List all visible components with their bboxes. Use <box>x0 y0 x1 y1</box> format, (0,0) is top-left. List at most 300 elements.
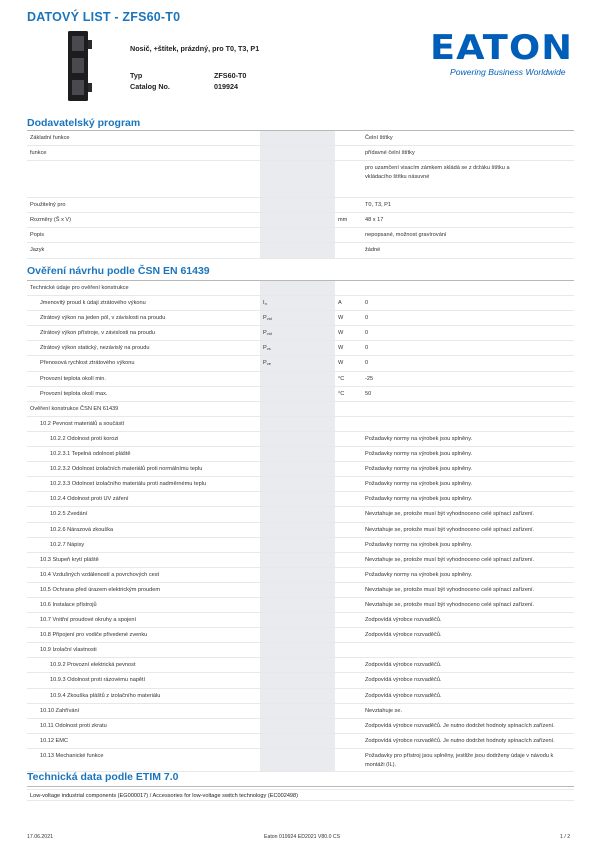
row-symbol-letter: I <box>263 300 265 307</box>
row-symbol <box>260 356 300 371</box>
row-spacer <box>300 416 335 431</box>
row-spacer <box>300 673 335 688</box>
row-label-text: 10.12 EMC <box>40 737 68 744</box>
table-row <box>27 243 574 258</box>
row-value-text: Nevztahuje se. <box>365 707 403 714</box>
row-unit <box>335 673 361 688</box>
row-spacer <box>300 296 335 311</box>
row-unit <box>335 161 361 198</box>
row-unit <box>335 597 361 612</box>
row-value-text: přídavné čelní štítky <box>365 150 415 157</box>
row-label-text: 10.9.4 Zkouška pláštů z izolačního materiálu <box>50 692 161 699</box>
row-value <box>361 356 574 371</box>
table-row <box>27 507 574 522</box>
table-row <box>27 281 574 296</box>
row-value-text: Nevztahuje se, protože musí být vyhodnoceno celé spínací zařízení. <box>365 511 535 518</box>
table-row <box>27 431 574 446</box>
row-unit-text <box>338 447 361 450</box>
row-unit <box>335 243 361 258</box>
row-unit <box>335 356 361 371</box>
row-value <box>361 296 574 311</box>
row-value <box>361 597 574 612</box>
row-unit <box>335 341 361 356</box>
row-symbol <box>260 341 300 356</box>
table-row <box>27 628 574 643</box>
row-value-text: Zodpovídá výrobce rozvaděčů. <box>365 617 442 624</box>
row-unit <box>335 326 361 341</box>
row-label <box>27 658 260 673</box>
row-spacer <box>300 733 335 748</box>
row-unit-text <box>338 417 361 420</box>
row-unit <box>335 281 361 296</box>
row-symbol-subscript: ve <box>266 361 271 367</box>
row-value-text: 50 <box>365 390 372 397</box>
row-spacer <box>300 628 335 643</box>
row-spacer <box>260 243 335 258</box>
row-label-text: 10.5 Ochrana před úrazem elektrickým proudem <box>40 586 161 593</box>
footer-document-id: Eaton 019924 ED2021 V80.0 CS <box>264 834 341 840</box>
row-label-text: 10.2.4 Odolnost proti UV záření <box>50 496 129 503</box>
row-label-text: Rozměry (Š x V) <box>30 217 72 224</box>
table-row <box>27 371 574 386</box>
row-unit <box>335 733 361 748</box>
row-label-text: 10.3 Stupeň krytí pláště <box>40 556 99 563</box>
table-row <box>27 311 574 326</box>
row-symbol <box>260 416 300 431</box>
row-spacer <box>300 658 335 673</box>
row-label <box>27 688 260 703</box>
row-unit-text <box>338 477 361 480</box>
row-label-text: funkce <box>30 150 47 157</box>
row-spacer <box>300 386 335 401</box>
row-symbol <box>260 582 300 597</box>
row-symbol-subscript: vid <box>266 316 272 322</box>
row-value-text: T0, T3, P1 <box>365 202 392 209</box>
row-value <box>361 567 574 582</box>
row-symbol-subscript: n <box>264 301 267 307</box>
row-value-text: Zodpovídá výrobce rozvaděčů. Je nutno dodržet hodnoty spínacích zařízení. <box>365 737 555 744</box>
row-unit-text <box>338 538 361 541</box>
row-label <box>27 386 260 401</box>
table-row <box>27 198 574 213</box>
row-label <box>27 198 260 213</box>
row-spacer <box>300 431 335 446</box>
row-value <box>361 643 574 658</box>
row-label <box>27 628 260 643</box>
row-label-text: 10.2.2 Odolnost proti korozi <box>50 435 119 442</box>
row-unit <box>335 416 361 431</box>
row-value-text <box>365 281 574 284</box>
row-label <box>27 356 260 371</box>
row-label-text: 10.6 Instalace přístrojů <box>40 601 97 608</box>
row-label <box>27 613 260 628</box>
row-unit-text <box>338 673 361 676</box>
row-symbol <box>260 371 300 386</box>
row-spacer <box>300 462 335 477</box>
table-row <box>27 673 574 688</box>
row-spacer <box>300 341 335 356</box>
row-unit-text <box>338 583 361 586</box>
row-label <box>27 462 260 477</box>
footer-page-number: 1 / 2 <box>560 834 571 840</box>
row-value-text: Nevztahuje se, protože musí být vyhodnoceno celé spínací zařízení. <box>365 601 535 608</box>
row-value-text: 0 <box>365 300 369 307</box>
table-row <box>27 567 574 582</box>
row-label-text: Jmenovitý proud k údaji ztrátového výkonu <box>40 300 146 307</box>
row-spacer <box>300 552 335 567</box>
row-value <box>361 522 574 537</box>
catalog-label: Catalog No. <box>130 82 170 91</box>
row-symbol <box>260 718 300 733</box>
row-symbol <box>260 703 300 718</box>
table-row <box>27 386 574 401</box>
row-value <box>361 582 574 597</box>
row-unit-text <box>338 281 361 284</box>
row-label <box>27 492 260 507</box>
row-spacer <box>300 281 335 296</box>
row-label <box>27 537 260 552</box>
table-row <box>27 613 574 628</box>
row-label <box>27 341 260 356</box>
row-value <box>361 748 574 771</box>
row-spacer <box>260 213 335 228</box>
row-label <box>27 213 260 228</box>
row-value-text: Požadavky normy na výrobek jsou splněny. <box>365 496 473 503</box>
table-row <box>27 326 574 341</box>
page-title: DATOVÝ LIST - ZFS60-T0 <box>27 10 181 24</box>
row-symbol <box>260 522 300 537</box>
row-spacer <box>300 613 335 628</box>
row-symbol-subscript: vid <box>266 331 272 337</box>
row-unit <box>335 386 361 401</box>
row-label-text: 10.4 Vzdušných vzdáleností a povrchových cest <box>40 571 160 578</box>
row-unit-text <box>338 131 361 134</box>
row-spacer <box>300 447 335 462</box>
row-value <box>361 243 574 258</box>
row-symbol-letter: P <box>263 330 267 337</box>
row-unit <box>335 146 361 161</box>
row-value <box>361 401 574 416</box>
row-label-text: Základní funkce <box>30 135 70 141</box>
row-value-text: Nevztahuje se, protože musí být vyhodnoceno celé spínací zařízení. <box>365 586 535 593</box>
row-value <box>361 492 574 507</box>
eaton-logo <box>430 28 574 68</box>
row-label <box>27 311 260 326</box>
row-spacer <box>260 228 335 243</box>
row-symbol <box>260 311 300 326</box>
table-row <box>27 213 574 228</box>
row-symbol <box>260 748 300 771</box>
row-spacer <box>300 582 335 597</box>
row-value-text: Nevztahuje se, protože musí být vyhodnoceno celé spínací zařízení. <box>365 526 535 533</box>
section-title-verification: Ověření návrhu podle ČSN EN 61439 <box>27 265 210 277</box>
row-label-text: Přenosová rychlost ztrátového výkonu <box>40 360 135 367</box>
row-label-text <box>30 161 260 164</box>
row-label <box>27 371 260 386</box>
row-value-text: Požadavky normy na výrobek jsou splněny. <box>365 571 473 578</box>
table-row <box>27 688 574 703</box>
row-unit <box>335 431 361 446</box>
row-symbol <box>260 296 300 311</box>
row-value-text: Zodpovídá výrobce rozvaděčů. Je nutno dodržet hodnoty spínacích zařízení. <box>365 722 555 729</box>
row-label <box>27 326 260 341</box>
row-value-text <box>365 643 574 646</box>
row-label <box>27 748 260 771</box>
row-label-text: Ztrátový výkon na jeden pól, v závislosti na proudu <box>40 315 166 322</box>
table-row <box>27 658 574 673</box>
row-symbol <box>260 688 300 703</box>
row-unit-text <box>338 228 361 231</box>
row-label <box>27 416 260 431</box>
row-value-text: Požadavky normy na výrobek jsou splněny. <box>365 481 473 488</box>
row-unit-text: W <box>338 330 344 337</box>
table-row <box>27 401 574 416</box>
row-symbol <box>260 733 300 748</box>
row-unit-text <box>338 658 361 661</box>
row-label-text: Provozní teplota okolí max. <box>40 390 108 397</box>
row-symbol <box>260 462 300 477</box>
row-symbol <box>260 628 300 643</box>
row-unit-text <box>338 161 361 164</box>
row-unit <box>335 537 361 552</box>
row-spacer <box>300 597 335 612</box>
row-unit-text <box>338 704 361 707</box>
row-unit-text <box>338 492 361 495</box>
row-label-text: 10.10 Zahřívání <box>40 707 80 714</box>
row-unit-text <box>338 568 361 571</box>
row-label-text: 10.7 Vnitřní proudové okruhy a spojení <box>40 617 137 624</box>
table-row <box>27 718 574 733</box>
row-spacer <box>260 131 335 146</box>
row-label <box>27 582 260 597</box>
row-symbol <box>260 658 300 673</box>
typ-value: ZFS60-T0 <box>214 71 247 80</box>
row-unit-text <box>338 643 361 646</box>
row-label <box>27 552 260 567</box>
row-value <box>361 673 574 688</box>
row-label <box>27 567 260 582</box>
row-unit-text: A <box>338 300 342 307</box>
row-value-text: Zodpovídá výrobce rozvaděčů. <box>365 662 442 669</box>
row-label <box>27 522 260 537</box>
row-label-text: 10.2.5 Zvedání <box>50 511 88 518</box>
table-row <box>27 462 574 477</box>
row-value-text: žádné <box>365 247 381 254</box>
row-value-text: 0 <box>365 315 369 322</box>
row-label <box>27 243 260 258</box>
row-unit <box>335 492 361 507</box>
row-label-text: Provozní teplota okolí min. <box>40 375 106 382</box>
row-value <box>361 198 574 213</box>
row-unit <box>335 213 361 228</box>
row-unit-text <box>338 146 361 149</box>
row-unit <box>335 131 361 146</box>
row-unit <box>335 447 361 462</box>
row-value-text: Požadavky normy na výrobek jsou splněny. <box>365 466 473 473</box>
verification-table <box>27 281 574 772</box>
row-spacer <box>300 507 335 522</box>
row-value <box>361 537 574 552</box>
row-spacer <box>300 748 335 771</box>
table-row <box>27 416 574 431</box>
row-value <box>361 613 574 628</box>
row-spacer <box>300 718 335 733</box>
row-spacer <box>300 311 335 326</box>
row-symbol <box>260 613 300 628</box>
row-value-text: Zodpovídá výrobce rozvaděčů. <box>365 692 442 699</box>
table-row <box>27 552 574 567</box>
row-label-text: 10.2.3.2 Odolnost izolačních materiálů proti normálnímu teplu <box>50 466 203 473</box>
row-unit <box>335 628 361 643</box>
row-unit <box>335 296 361 311</box>
row-label-text: 10.2.3.3 Odolnost izolačního materiálu proti nadměrnému teplu <box>50 481 207 488</box>
row-value <box>361 281 574 296</box>
section-title-etim: Technická data podle ETIM 7.0 <box>27 771 179 783</box>
row-label-text: 10.9 Izolační vlastnosti <box>40 647 97 654</box>
row-unit <box>335 552 361 567</box>
row-unit-text <box>338 462 361 465</box>
row-symbol <box>260 281 300 296</box>
row-unit-text <box>338 719 361 722</box>
row-value <box>361 462 574 477</box>
row-value-text: 0 <box>365 345 369 352</box>
row-value <box>361 552 574 567</box>
row-unit-text: W <box>338 345 344 352</box>
row-label <box>27 507 260 522</box>
row-symbol <box>260 447 300 462</box>
row-spacer <box>300 703 335 718</box>
row-value <box>361 131 574 146</box>
row-value-text <box>365 417 574 420</box>
row-value <box>361 688 574 703</box>
row-label-text: 10.11 Odolnost proti zkratu <box>40 722 107 729</box>
row-symbol <box>260 597 300 612</box>
row-unit <box>335 198 361 213</box>
row-unit <box>335 311 361 326</box>
row-spacer <box>260 161 335 198</box>
row-label <box>27 703 260 718</box>
table-row <box>27 582 574 597</box>
row-label <box>27 228 260 243</box>
row-value-text: Požadavky normy na výrobek jsou splněny. <box>365 435 473 442</box>
program-table <box>27 131 574 259</box>
table-row <box>27 161 574 198</box>
row-unit <box>335 643 361 658</box>
row-unit <box>335 507 361 522</box>
table-row <box>27 477 574 492</box>
row-unit-text <box>338 749 361 752</box>
row-symbol <box>260 537 300 552</box>
row-spacer <box>300 477 335 492</box>
typ-label: Typ <box>130 71 143 80</box>
row-value-text <box>365 402 574 405</box>
row-unit-text: °C <box>338 375 345 382</box>
row-spacer <box>300 567 335 582</box>
row-unit <box>335 613 361 628</box>
row-label <box>27 431 260 446</box>
row-symbol <box>260 673 300 688</box>
row-value <box>361 311 574 326</box>
table-row <box>27 537 574 552</box>
row-label <box>27 146 260 161</box>
row-value-text: Čelní štítky <box>365 135 393 141</box>
row-value-text: Nevztahuje se, protože musí být vyhodnoceno celé spínací zařízení. <box>365 556 535 563</box>
row-value <box>361 431 574 446</box>
catalog-value: 019924 <box>214 82 238 91</box>
row-unit-text <box>338 507 361 510</box>
product-image <box>66 31 94 101</box>
row-unit <box>335 522 361 537</box>
row-unit <box>335 582 361 597</box>
row-value <box>361 228 574 243</box>
row-unit-text: °C <box>338 390 345 397</box>
row-unit <box>335 748 361 771</box>
row-value-text: -25 <box>365 375 374 382</box>
table-row <box>27 703 574 718</box>
table-row <box>27 733 574 748</box>
row-label-text: 10.2.6 Nárazová zkouška <box>50 526 114 533</box>
row-unit <box>335 567 361 582</box>
row-value-text: 48 x 17 <box>365 217 384 224</box>
row-value <box>361 703 574 718</box>
row-label <box>27 281 260 296</box>
row-symbol <box>260 386 300 401</box>
row-label <box>27 718 260 733</box>
row-unit <box>335 658 361 673</box>
table-row <box>27 748 574 771</box>
row-unit-text <box>338 689 361 692</box>
row-spacer <box>300 537 335 552</box>
row-label-text: 10.2 Pevnost materiálů a součástí <box>40 420 125 427</box>
row-unit-text <box>338 523 361 526</box>
row-symbol <box>260 492 300 507</box>
row-value-text: 0 <box>365 360 369 367</box>
row-symbol <box>260 552 300 567</box>
row-symbol <box>260 643 300 658</box>
row-label-text: Ověření konstrukce ČSN EN 61439 <box>30 405 119 412</box>
row-value <box>361 371 574 386</box>
row-label-text: 10.2.3.1 Tepelná odolnost pláště <box>50 451 131 458</box>
table-row <box>27 356 574 371</box>
row-unit <box>335 228 361 243</box>
row-symbol <box>260 326 300 341</box>
row-value <box>361 326 574 341</box>
row-unit <box>335 718 361 733</box>
table-row <box>27 447 574 462</box>
row-unit-text <box>338 432 361 435</box>
row-value-text: Zodpovídá výrobce rozvaděčů. <box>365 677 442 684</box>
row-unit-text <box>338 734 361 737</box>
row-value <box>361 386 574 401</box>
row-value <box>361 341 574 356</box>
row-label-text: 10.9.3 Odolnost proti rázovému napětí <box>50 677 146 684</box>
row-label-text: Ztrátový výkon statický, nezávislý na proudu <box>40 345 150 352</box>
row-symbol <box>260 477 300 492</box>
row-value <box>361 213 574 228</box>
row-symbol <box>260 567 300 582</box>
row-label <box>27 447 260 462</box>
row-symbol-letter: P <box>263 360 267 367</box>
etim-classification: Low-voltage industrial components (EG000017) / Accessories for low-voltage switch technology (EC002498) <box>27 789 574 801</box>
row-label <box>27 643 260 658</box>
row-label-text: Jazyk <box>30 247 45 254</box>
row-spacer <box>300 326 335 341</box>
row-spacer <box>300 688 335 703</box>
row-symbol-subscript: vs <box>266 346 271 352</box>
table-row <box>27 643 574 658</box>
footer-date: 17.06.2021 <box>27 834 53 840</box>
table-row <box>27 597 574 612</box>
